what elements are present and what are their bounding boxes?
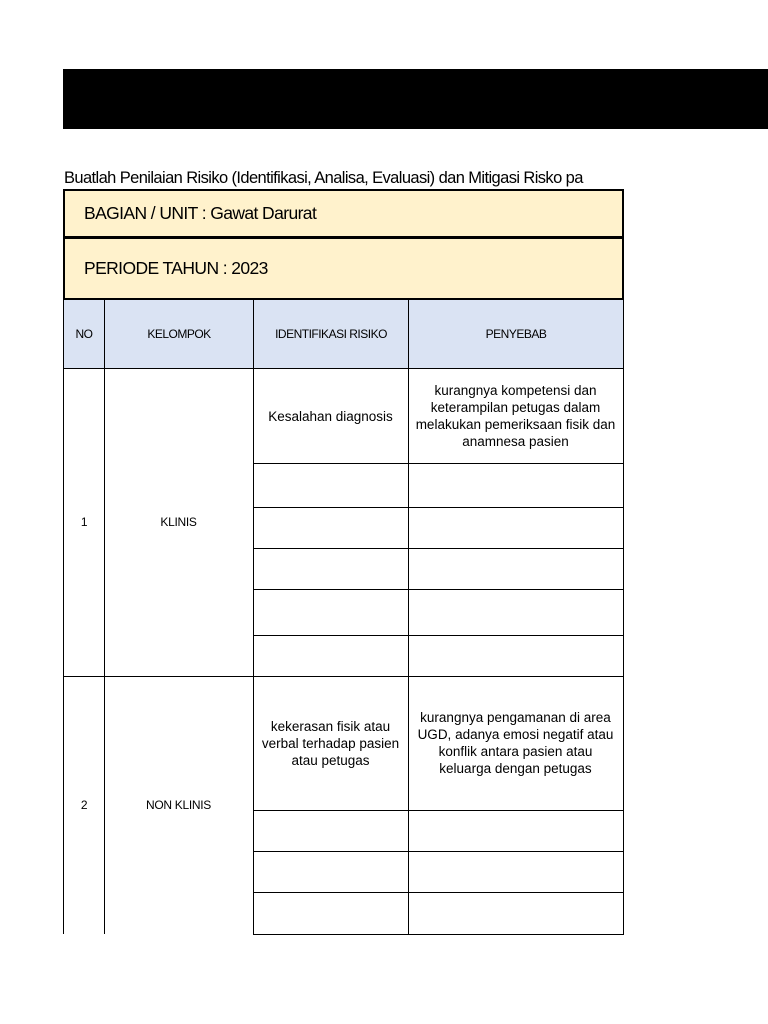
group-2-row-1-penyebab: kurangnya pengamanan di area UGD, adanya emosi negatif atau konflik antara pasien atau keluarga dengan petugas <box>408 676 624 811</box>
group-1-row-1-identifikasi: Kesalahan diagnosis <box>253 369 409 464</box>
unit-row: BAGIAN / UNIT : Gawat Darurat <box>63 189 624 238</box>
column-header-identifikasi: IDENTIFIKASI RISIKO <box>253 299 409 369</box>
group-1-no: 1 <box>63 369 105 677</box>
instruction-text: Buatlah Penilaian Risiko (Identifikasi, Analisa, Evaluasi) dan Mitigasi Risko pa <box>64 169 583 187</box>
group-2-row-1-identifikasi: kekerasan fisik atau verbal terhadap pasien atau petugas <box>253 676 409 811</box>
group-1-row-6-penyebab <box>408 635 624 677</box>
column-header-penyebab: PENYEBAB <box>408 299 624 369</box>
group-1-row-5-identifikasi <box>253 589 409 636</box>
group-1-row-5-penyebab <box>408 589 624 636</box>
group-1-row-2-penyebab <box>408 463 624 508</box>
group-2-row-4-penyebab <box>408 892 624 935</box>
group-2-row-3-penyebab <box>408 851 624 893</box>
group-1-row-2-identifikasi <box>253 463 409 508</box>
group-1-row-3-penyebab <box>408 507 624 549</box>
group-1-row-1-penyebab: kurangnya kompetensi dan keterampilan petugas dalam melakukan pemeriksaan fisik dan anamnesa pasien <box>408 369 624 464</box>
column-header-kelompok: KELOMPOK <box>104 299 254 369</box>
group-2-no: 2 <box>63 676 105 934</box>
period-row: PERIODE TAHUN : 2023 <box>63 237 624 300</box>
group-2-row-2-penyebab <box>408 810 624 852</box>
group-2-row-4-identifikasi <box>253 892 409 935</box>
group-2-kelompok: NON KLINIS <box>104 676 254 934</box>
header-bar <box>63 69 768 129</box>
group-2-row-3-identifikasi <box>253 851 409 893</box>
group-1-row-4-identifikasi <box>253 548 409 590</box>
group-1-row-6-identifikasi <box>253 635 409 677</box>
column-header-no: NO <box>63 299 105 369</box>
group-1-row-4-penyebab <box>408 548 624 590</box>
group-1-kelompok: KLINIS <box>104 369 254 677</box>
group-1-row-3-identifikasi <box>253 507 409 549</box>
group-2-row-2-identifikasi <box>253 810 409 852</box>
